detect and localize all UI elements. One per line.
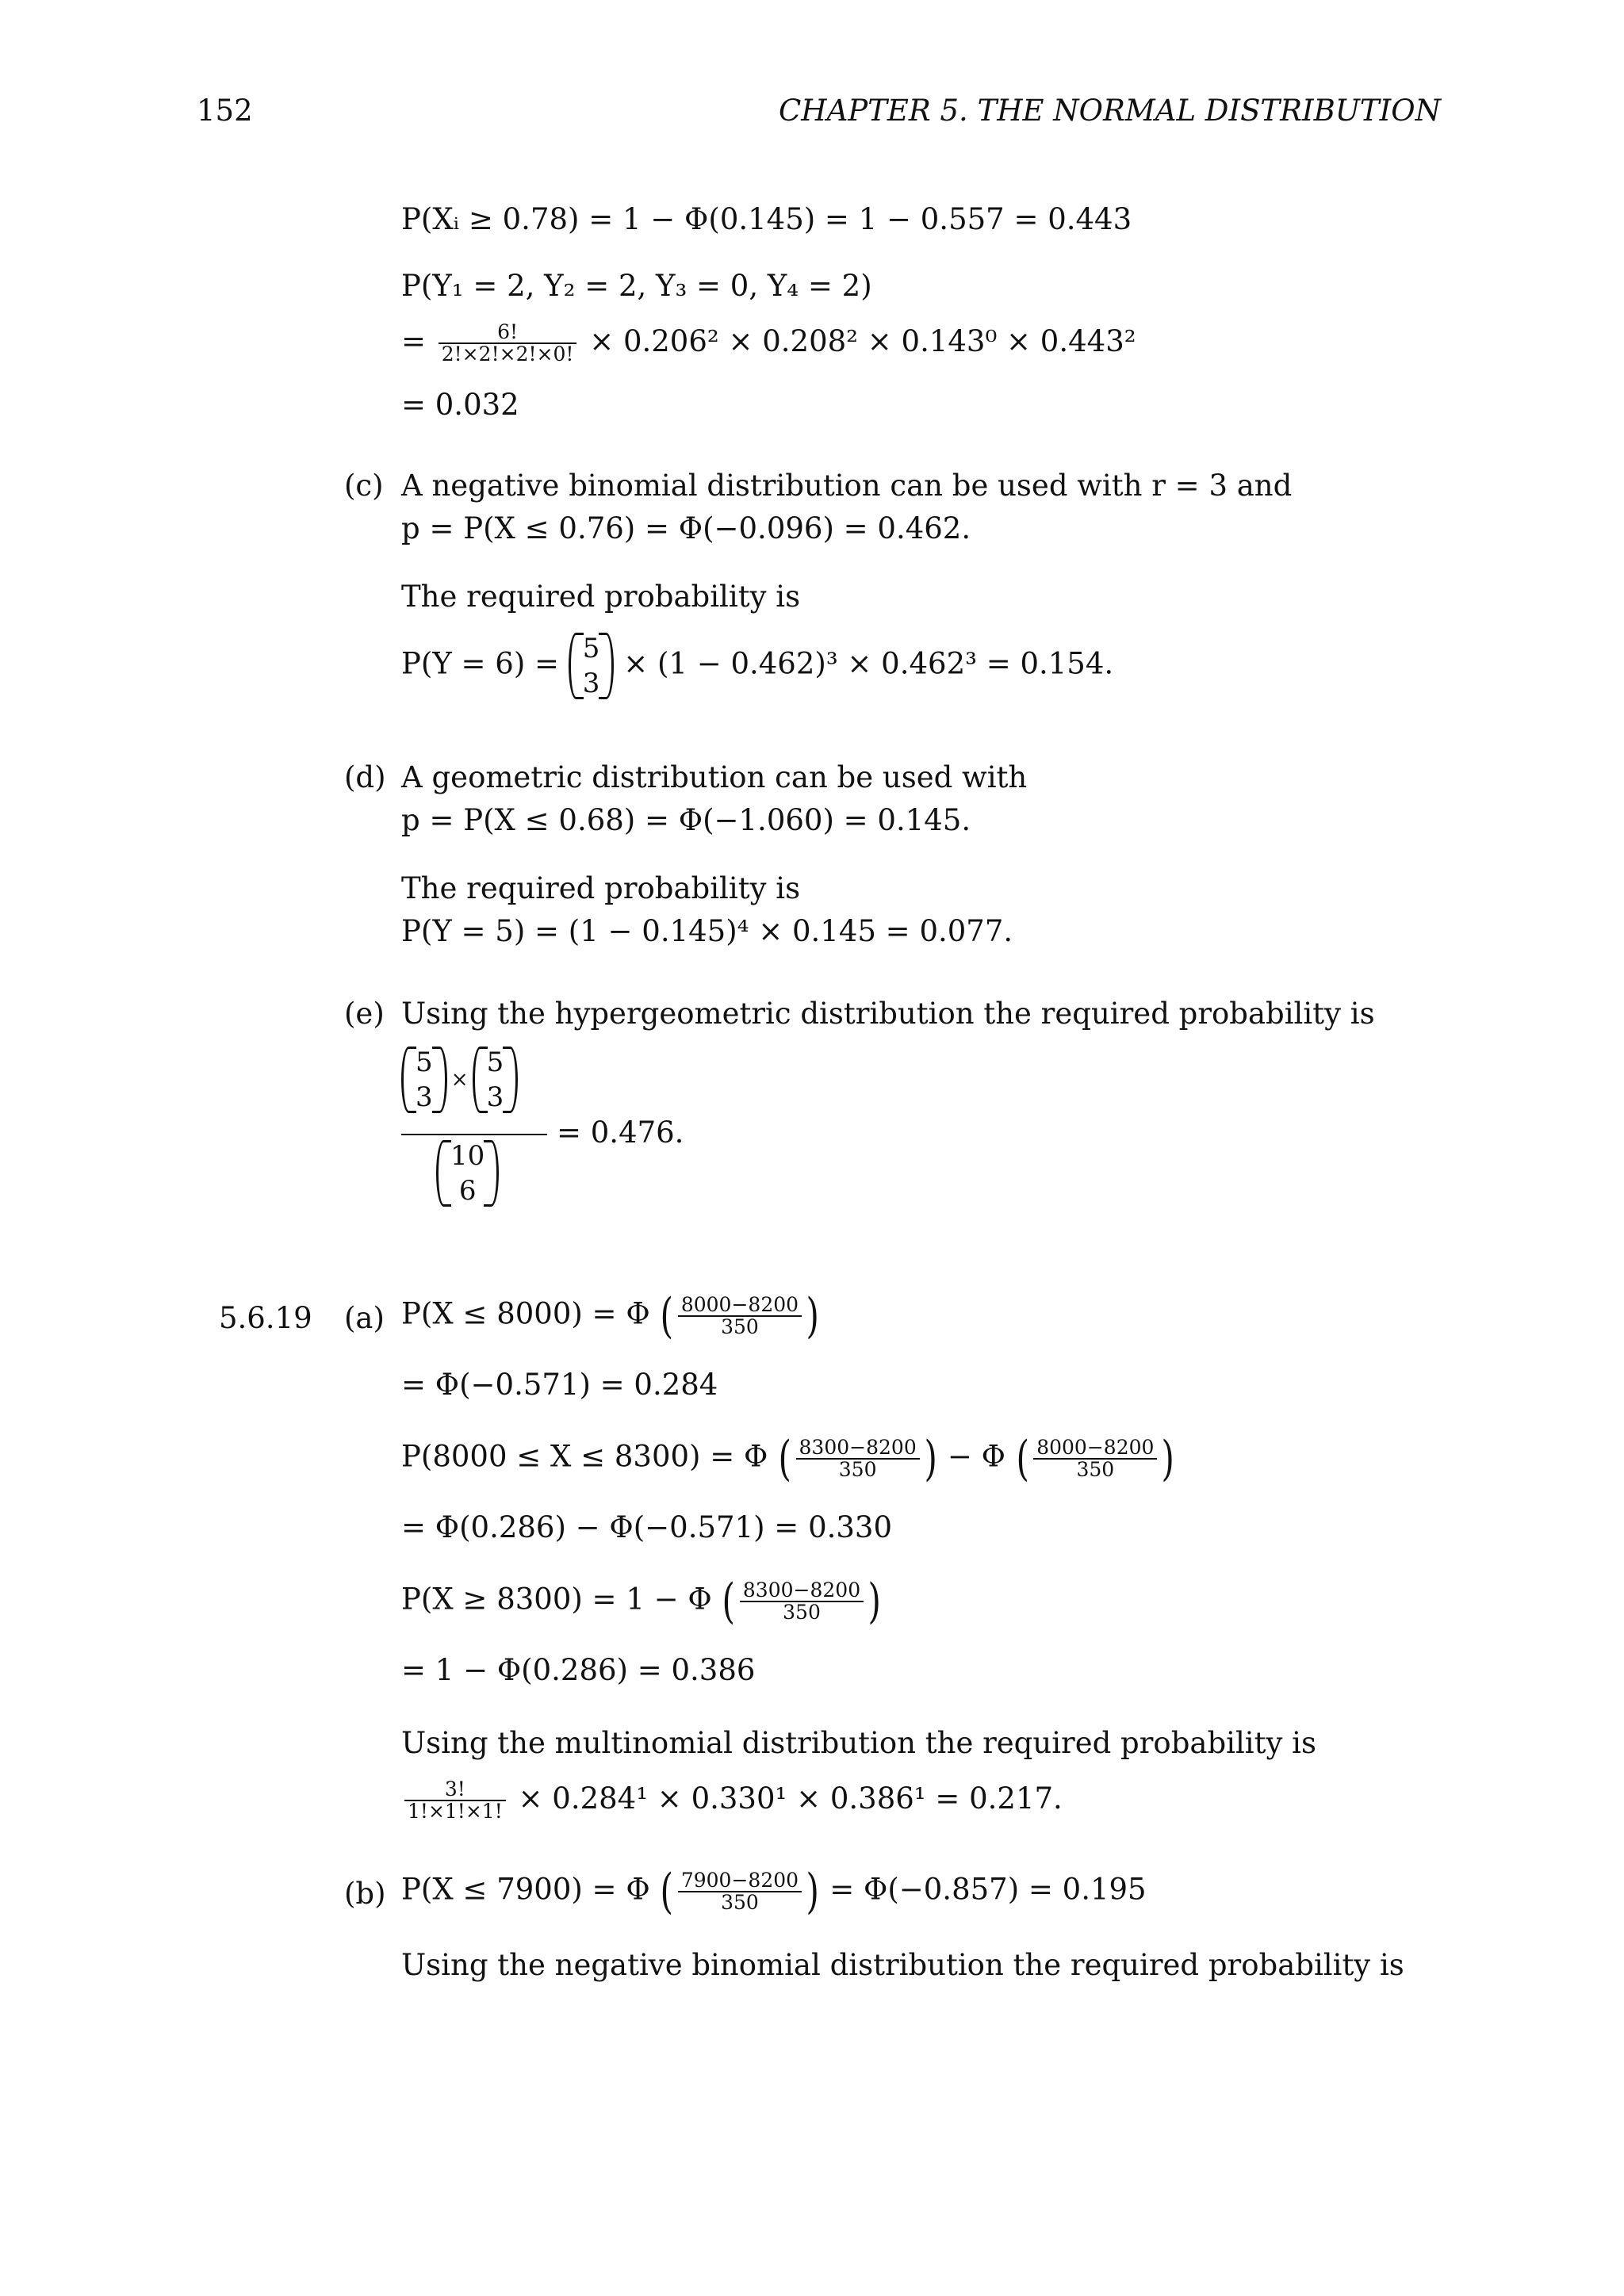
eq-p-x-le-8000 bbox=[401, 1288, 820, 1344]
fraction-denominator: 350 bbox=[796, 1458, 920, 1480]
eq-multinomial-result bbox=[401, 1779, 1063, 1823]
fraction bbox=[439, 322, 577, 365]
eq-result: = 0.032 bbox=[401, 388, 519, 422]
binom-top: 10 bbox=[450, 1140, 485, 1172]
right-paren: ) bbox=[868, 1574, 882, 1629]
binom-bottom: 3 bbox=[582, 668, 600, 700]
eq-prefix: P(X ≤ 7900) = Φ bbox=[401, 1872, 650, 1907]
fraction-numerator: 8000−8200 bbox=[680, 1292, 799, 1316]
fraction-numerator: 8300−8200 bbox=[742, 1578, 861, 1601]
binomial-coefficient bbox=[473, 1045, 519, 1115]
eq-p-between bbox=[401, 1431, 1176, 1487]
eq-a-line2: = Φ(−0.571) = 0.284 bbox=[401, 1368, 718, 1402]
part-c-line2: p = P(X ≤ 0.76) = Φ(−0.096) = 0.462. bbox=[401, 511, 971, 545]
binom-bottom: 3 bbox=[486, 1081, 504, 1114]
fraction-denominator: 350 bbox=[1033, 1458, 1157, 1480]
part-d-line4: P(Y = 5) = (1 − 0.145)⁴ × 0.145 = 0.077. bbox=[401, 914, 1013, 948]
binom-top: 5 bbox=[416, 1047, 433, 1078]
fraction-numerator: 8000−8200 bbox=[1036, 1435, 1155, 1459]
fraction bbox=[678, 1292, 802, 1338]
fraction bbox=[796, 1437, 920, 1481]
eq-p-x-ge-8300 bbox=[401, 1574, 883, 1629]
eq-prefix: P(8000 ≤ X ≤ 8300) = Φ bbox=[401, 1439, 768, 1474]
part-e-result: = 0.476. bbox=[557, 1115, 684, 1150]
binom-top: 5 bbox=[582, 633, 600, 664]
eq-xi-probability: P(Xᵢ ≥ 0.78) = 1 − Φ(0.145) = 1 − 0.557 = 0.443 bbox=[401, 202, 1132, 236]
hypergeometric-numerator bbox=[401, 1045, 518, 1115]
fraction-denominator: 2!×2!×2!×0! bbox=[439, 342, 577, 365]
eq-ge-line2: = 1 − Φ(0.286) = 0.386 bbox=[401, 1653, 756, 1687]
minus-phi: − Φ bbox=[947, 1439, 1006, 1474]
right-paren: ) bbox=[806, 1864, 819, 1919]
fraction bbox=[1033, 1437, 1157, 1481]
eq-prefix: P(Y = 6) = bbox=[401, 646, 560, 681]
eq-rest: × (1 − 0.462)³ × 0.462³ = 0.154. bbox=[623, 646, 1114, 681]
page-number: 152 bbox=[197, 94, 253, 128]
right-paren: ) bbox=[1161, 1431, 1175, 1487]
right-paren: ) bbox=[924, 1431, 937, 1487]
fraction-bar bbox=[401, 1134, 547, 1135]
fraction bbox=[740, 1580, 864, 1624]
part-label-d: (d) bbox=[344, 760, 386, 794]
part-c-line3: The required probability is bbox=[401, 580, 801, 614]
left-paren: ( bbox=[660, 1864, 674, 1919]
eq-y-joint: P(Y₁ = 2, Y₂ = 2, Y₃ = 0, Y₄ = 2) bbox=[401, 269, 872, 303]
part-label-c: (c) bbox=[344, 469, 384, 503]
part-d-line1: A geometric distribution can be used with bbox=[401, 760, 1028, 794]
part-b-text: Using the negative binomial distribution the required probability is bbox=[401, 1948, 1404, 1982]
fraction-denominator: 1!×1!×1! bbox=[404, 1800, 506, 1822]
binom-top: 5 bbox=[486, 1047, 504, 1078]
hypergeometric-denominator bbox=[436, 1138, 499, 1208]
binom-bottom: 6 bbox=[458, 1175, 477, 1207]
fraction-numerator: 3! bbox=[444, 1777, 465, 1800]
problem-number: 5.6.19 bbox=[219, 1301, 312, 1335]
fraction-denominator: 350 bbox=[740, 1601, 864, 1623]
fraction-denominator: 350 bbox=[678, 1891, 802, 1913]
fraction bbox=[678, 1870, 802, 1914]
part-d-line3: The required probability is bbox=[401, 871, 801, 905]
binomial-coefficient bbox=[436, 1138, 499, 1208]
eq-prefix: P(X ≤ 8000) = Φ bbox=[401, 1296, 650, 1331]
eq-prefix: P(X ≥ 8300) = 1 − Φ bbox=[401, 1582, 712, 1617]
eq-p-x-le-7900 bbox=[401, 1864, 1147, 1919]
eq-rest: = Φ(−0.857) = 0.195 bbox=[829, 1872, 1147, 1907]
fraction-numerator: 6! bbox=[497, 320, 519, 343]
left-paren: ( bbox=[1016, 1431, 1029, 1487]
binom-bottom: 3 bbox=[416, 1081, 433, 1114]
fraction-numerator: 8300−8200 bbox=[799, 1435, 917, 1459]
left-paren: ( bbox=[778, 1431, 792, 1487]
binomial-coefficient bbox=[401, 1045, 447, 1115]
times-sign: × bbox=[450, 1068, 469, 1093]
right-paren: ) bbox=[806, 1288, 819, 1344]
fraction-denominator: 350 bbox=[678, 1315, 802, 1337]
eq-multinomial-line bbox=[401, 322, 1136, 365]
part-a-text: Using the multinomial distribution the required probability is bbox=[401, 1726, 1316, 1760]
part-d-line2: p = P(X ≤ 0.68) = Φ(−1.060) = 0.145. bbox=[401, 803, 971, 837]
binomial-coefficient bbox=[569, 631, 615, 701]
part-e-line1: Using the hypergeometric distribution the required probability is bbox=[401, 997, 1375, 1031]
equals-sign: = bbox=[401, 323, 427, 358]
left-paren: ( bbox=[722, 1574, 736, 1629]
left-paren: ( bbox=[660, 1288, 674, 1344]
part-label-a: (a) bbox=[344, 1301, 385, 1335]
part-c-line1: A negative binomial distribution can be used with r = 3 and bbox=[401, 469, 1293, 503]
eq-product: × 0.284¹ × 0.330¹ × 0.386¹ = 0.217. bbox=[518, 1781, 1063, 1816]
eq-product: × 0.206² × 0.208² × 0.143⁰ × 0.443² bbox=[589, 323, 1136, 358]
part-label-e: (e) bbox=[344, 997, 385, 1031]
part-label-b: (b) bbox=[344, 1877, 386, 1911]
running-title: CHAPTER 5. THE NORMAL DISTRIBUTION bbox=[779, 94, 1441, 128]
part-c-equation bbox=[401, 631, 1113, 701]
fraction-numerator: 7900−8200 bbox=[680, 1868, 799, 1892]
eq-between-line2: = Φ(0.286) − Φ(−0.571) = 0.330 bbox=[401, 1510, 892, 1544]
fraction bbox=[404, 1779, 506, 1823]
